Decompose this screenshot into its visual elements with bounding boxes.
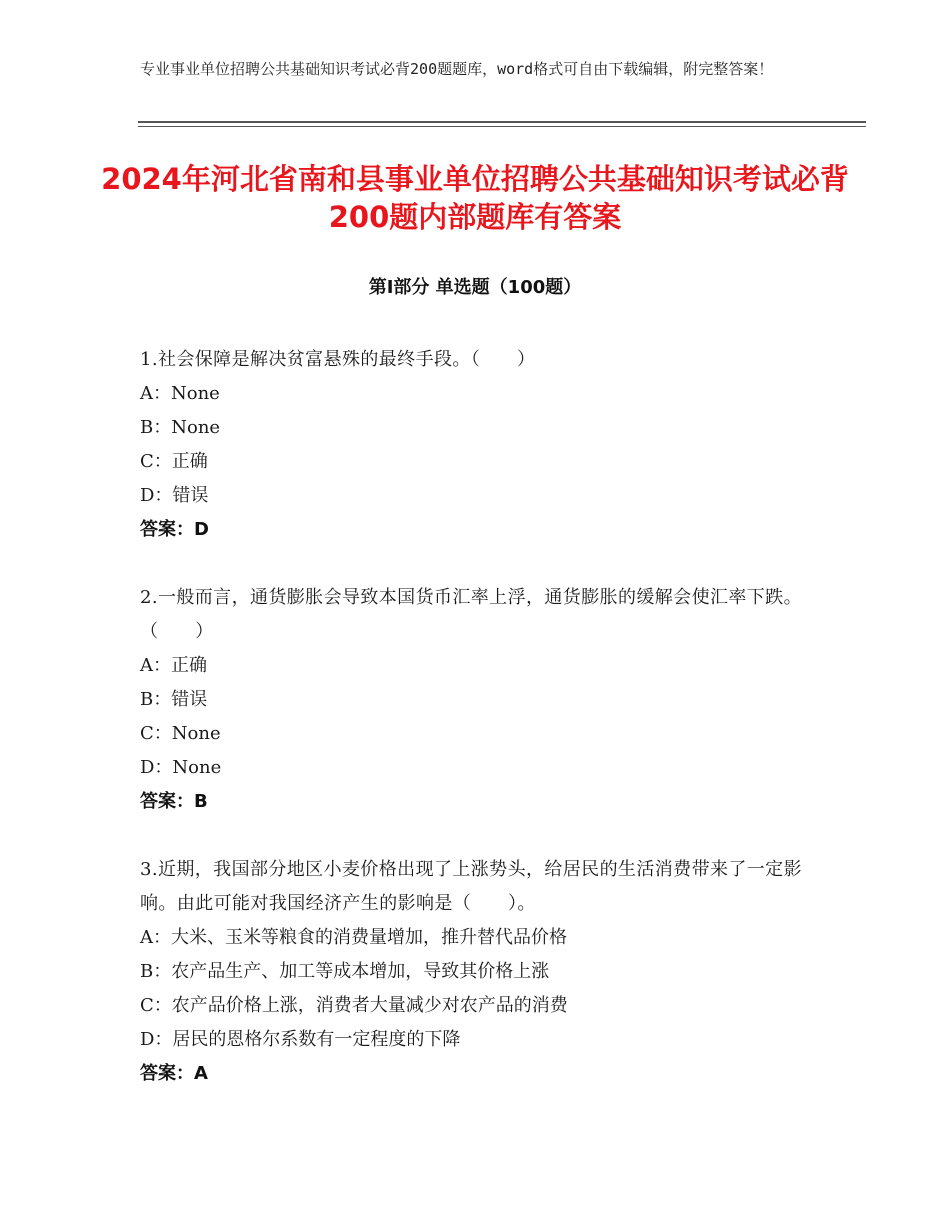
option-b: B：错误	[140, 689, 208, 710]
document-title: 2024年河北省南和县事业单位招聘公共基础知识考试必背200题内部题库有答案	[101, 162, 849, 234]
question-stem: 1.社会保障是解决贫富悬殊的最终手段。（ ）	[140, 349, 536, 370]
answer-line: 答案：D	[140, 519, 209, 540]
question-stem: 3.近期，我国部分地区小麦价格出现了上涨势头，给居民的生活消费带来了一定影响。由此可能对我国经济产生的影响是（ ）。	[140, 859, 802, 914]
option-c: C：农产品价格上涨，消费者大量减少对农产品的消费	[140, 995, 568, 1016]
question-2	[140, 581, 820, 819]
option-a: A：None	[140, 383, 220, 404]
option-c: C：None	[140, 723, 221, 744]
option-d: D：None	[140, 757, 222, 778]
question-3	[140, 853, 820, 1091]
option-a: A：大米、玉米等粮食的消费量增加，推升替代品价格	[140, 927, 567, 948]
section-title: 第Ⅰ部分 单选题（100题）	[368, 277, 582, 298]
option-c: C：正确	[140, 451, 208, 472]
option-d: D：居民的恩格尔系数有一定程度的下降	[140, 1029, 461, 1050]
option-b: B：None	[140, 417, 221, 438]
document-header-note: 专业事业单位招聘公共基础知识考试必背200题题库，word格式可自由下载编辑，附完整答案！	[140, 60, 774, 78]
question-list	[140, 343, 820, 1125]
header-divider-thin	[138, 126, 866, 127]
answer-line: 答案：B	[140, 791, 208, 812]
question-stem: 2.一般而言，通货膨胀会导致本国货币汇率上浮，通货膨胀的缓解会使汇率下跌。（ ）	[140, 587, 802, 642]
option-b: B：农产品生产、加工等成本增加，导致其价格上涨	[140, 961, 550, 982]
answer-line: 答案：A	[140, 1063, 208, 1084]
option-d: D：错误	[140, 485, 209, 506]
header-divider-thick	[138, 121, 866, 123]
question-1	[140, 343, 820, 547]
option-a: A：正确	[140, 655, 207, 676]
